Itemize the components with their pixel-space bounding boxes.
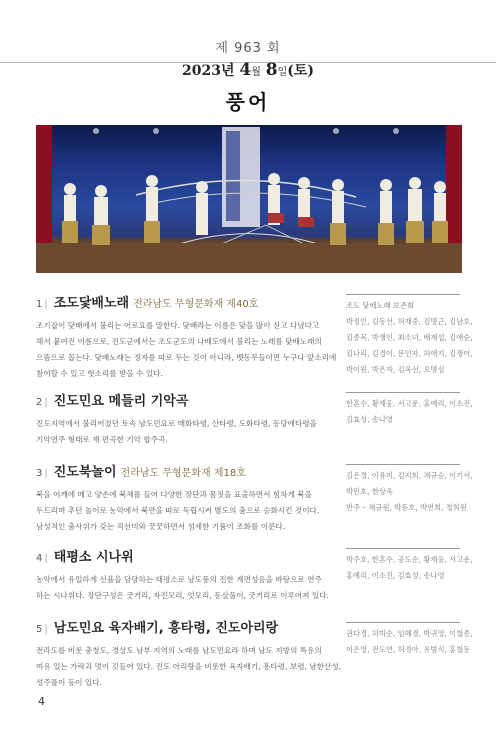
page-header <box>0 0 496 80</box>
date-year: 2023 <box>181 63 221 79</box>
item-title: 태평소 시나위 <box>53 550 134 565</box>
item-title: 남도민요 육자배기, 흥타령, 진도아리랑 <box>53 621 279 636</box>
episode-number: 제 963 회 <box>215 41 281 56</box>
program-item-heading: 2 | 진도민요 메들리 기악곡 <box>36 394 189 409</box>
date-weekday: (토) <box>287 63 315 79</box>
program-item-heading: 3 | 진도북놀이 전라남도 무형문화재 제18호 <box>36 465 246 480</box>
program-item-2 <box>36 390 326 448</box>
item-subtitle: 전라남도 무형문화재 제18호 <box>120 468 246 479</box>
item-number: 1 <box>36 299 43 310</box>
item-number: 3 <box>36 468 43 479</box>
item-number: 4 <box>36 553 43 564</box>
item-description: 북을 어깨에 메고 양손에 북채를 들어 다양한 장단과 몸짓을 표출하면서 힘차게 북을 두드리며 추던 놀이로 농악에서 북만을 따로 독립시켜 별도의 춤으로 승화시킨 것이다. 남성적인 춤사위가 갖는 직선미와 꿋꿋하면서 섬세한 기품이 조화를 이룬다. <box>36 490 320 531</box>
item-subtitle: 전라남도 무형문화재 제40호 <box>133 299 259 310</box>
performers-list-4: 박주호, 한혼수, 공도순, 황재웅, 서고운, 홍예리, 이소진, 김효성, 송나영 <box>346 548 460 584</box>
page-number: 4 <box>38 695 45 708</box>
item-description: 전라도를 비롯 충청도, 경상도 남부 지역의 노래를 남도민요라 하며 남도 지방의 특유의 여유 있는 가락과 멋이 깃들어 있다. 진도 아리랑을 비롯한 육자배기, 흥타령, 보렴, 남한산성, 성주풀이 등이 있다. <box>36 646 342 687</box>
program-item-5 <box>36 617 342 691</box>
item-number: 5 <box>36 624 43 635</box>
item-description: 농악에서 유일하게 선율을 담당하는 태평소로 남도풍의 진한 계면성음을 바탕으로 연주 하는 시나위다. 장단구성은 굿거리, 자진모리, 엇모리, 동살풀이, 굿거리로 이루어져 있다. <box>36 575 329 600</box>
item-title: 진도북놀이 <box>53 465 117 480</box>
program-item-heading: 4 | 태평소 시나위 <box>36 550 134 565</box>
item-number: 2 <box>36 397 43 408</box>
program-item-heading: 5 | 남도민요 육자배기, 흥타령, 진도아리랑 <box>36 621 279 636</box>
program-item-4 <box>36 546 329 604</box>
program-item-1 <box>36 292 337 382</box>
item-title: 조도닻배노래 <box>53 296 130 311</box>
program-item-3 <box>36 461 326 535</box>
date-month: 4 <box>239 60 252 80</box>
item-title: 진도민요 메들리 기악곡 <box>53 394 189 409</box>
date-day: 8 <box>265 60 278 80</box>
performance-photo <box>36 125 462 273</box>
performers-list-2: 한혼수, 황재웅, 서고운, 홍예리, 이소진, 김효성, 송나영 <box>346 392 460 428</box>
program-title: 풍어 <box>225 90 271 114</box>
program-item-heading: 1 | 조도닻배노래 전라남도 무형문화재 제40호 <box>36 296 259 311</box>
item-description: 진도지역에서 불리어졌던 토속 남도민요로 매화타령, 산타령, 도화타령, 동당애타령을 기악연주 형태로 재 편곡한 기악 합주곡. <box>36 419 317 444</box>
performance-date: 2023년 4월 8일(토) <box>181 60 315 80</box>
performers-list-1: 조도 닻배노래 보존회 박정인, 김동선, 허재중, 김명근, 김남호, 김종목, 박쟁인, 최소녀, 배재섭, 김애순, 김나리, 김경이, 문인자, 허애지, 김쟁이, 박이원, 박은자, 김옥선, 오명심 <box>346 294 460 378</box>
performers-list-5: 권다경, 허미순, 임혜경, 박귀영, 이철종, 이은영, 전도연, 허경아, 유범식, 홍철동 <box>346 622 460 658</box>
performers-list-3: 김은경, 이유미, 김지희, 채규승, 이기서, 박민호, 한상욱 반주 – 채규원, 박동호, 박연희, 정희원 <box>346 464 460 516</box>
item-description: 조기잡이 닻배에서 불리는 어로요를 말한다. 닻배라는 이름은 닻을 많이 싣고 다녔다고 해서 붙여진 이름으로, 진도군에서는 조도군도의 나배도에서 불리는 노래를 닻배노래의 으뜸으로 꼽는다. 닻배노래는 정자를 따로 두는 것이 아니라, 뱃동무들이면 누구나 앞소리에 참여할 수 있고 헛소리를 받을 수 있다. <box>36 321 337 378</box>
